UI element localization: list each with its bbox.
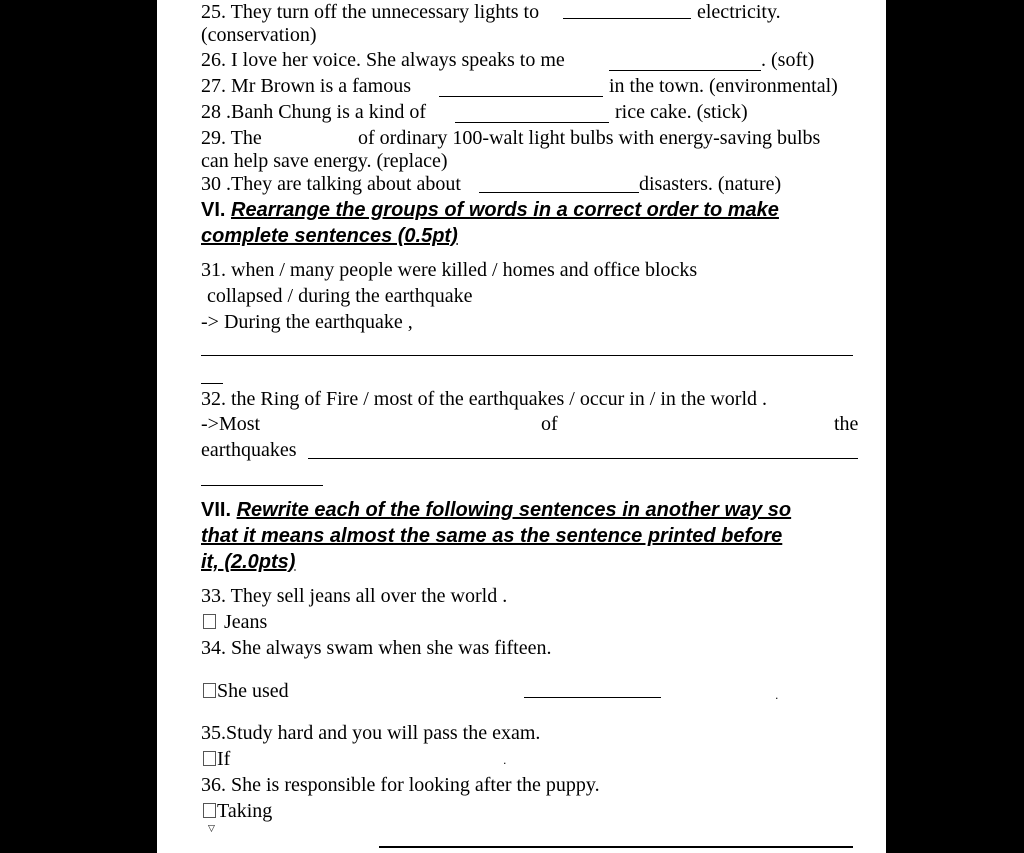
q25-blank[interactable] <box>563 18 691 19</box>
q25-text: 25. They turn off the unnecessary lights to <box>201 1 540 23</box>
q35-dot-mark: . <box>503 754 507 767</box>
q35-text: 35.Study hard and you will pass the exam. <box>201 722 541 744</box>
q32-answer-line-tail[interactable] <box>201 485 323 486</box>
q32-word-of: of <box>541 413 558 435</box>
q28-text: 28 .Banh Chung is a kind of <box>201 101 426 123</box>
q32-answer-line[interactable] <box>308 458 858 459</box>
q32-word-the: the <box>834 413 859 435</box>
section-7-heading <box>201 498 791 522</box>
q36-arrow-down-icon: ▽ <box>208 824 215 834</box>
q25-hint: (conservation) <box>201 24 317 46</box>
q34-dot-mark: . <box>775 689 779 702</box>
q33-answer-prompt: Jeans <box>224 611 268 633</box>
q34-text: 34. She always swam when she was fifteen. <box>201 637 552 659</box>
q31-answer-line[interactable] <box>201 355 853 356</box>
q30-text: 30 .They are talking about about <box>201 173 461 195</box>
q28-blank[interactable] <box>455 122 609 123</box>
q32-word-earthquakes: earthquakes <box>201 439 297 461</box>
q33-checkbox-icon <box>203 614 216 629</box>
q35-checkbox-icon <box>203 751 216 766</box>
section-6-number: VI. <box>201 199 226 221</box>
q33-text: 33. They sell jeans all over the world . <box>201 585 508 607</box>
q26-blank[interactable] <box>609 70 761 71</box>
q26-after: . (soft) <box>761 49 815 71</box>
q32-word-most: ->Most <box>201 413 261 435</box>
q29-rest: of ordinary 100-walt light bulbs with energy-saving bulbs <box>358 127 821 149</box>
q26-text: 26. I love her voice. She always speaks to me <box>201 49 565 71</box>
q36-checkbox-icon <box>203 803 216 818</box>
q31-answer-line-tail[interactable] <box>201 383 223 384</box>
q30-after: disasters. (nature) <box>639 173 782 195</box>
q27-after: in the town. (environmental) <box>609 75 838 97</box>
section-6-title-line2: complete sentences (0.5pt) <box>201 225 458 247</box>
q29-line2: can help save energy. (replace) <box>201 150 448 172</box>
section-7-title-line3: it, (2.0pts) <box>201 551 296 573</box>
q36-text: 36. She is responsible for looking after the puppy. <box>201 774 600 796</box>
section-7-heading-line3 <box>201 550 295 574</box>
q29-text: 29. The <box>201 127 262 149</box>
section-7-title-line1: Rewrite each of the following sentences in another way so <box>236 499 792 521</box>
section-7-title-line2: that it means almost the same as the sentence printed before <box>201 525 783 547</box>
section-7-number: VII. <box>201 499 232 521</box>
q31-answer-prompt: -> During the earthquake , <box>201 311 413 333</box>
q32-line1: 32. the Ring of Fire / most of the earthquakes / occur in / in the world . <box>201 388 767 410</box>
q34-answer-prompt: She used <box>217 680 289 702</box>
q35-answer-prompt: If <box>217 748 231 770</box>
section-6-title-line1: Rearrange the groups of words in a correct order to make <box>231 199 779 221</box>
q31-line2: collapsed / during the earthquake <box>207 285 473 307</box>
q36-answer-prompt: Taking <box>217 800 273 822</box>
section-6-heading-line2 <box>201 224 458 248</box>
q36-answer-line[interactable] <box>379 846 853 848</box>
q27-blank[interactable] <box>439 96 603 97</box>
q28-after: rice cake. (stick) <box>615 101 748 123</box>
q30-blank[interactable] <box>479 192 639 193</box>
q27-text: 27. Mr Brown is a famous <box>201 75 411 97</box>
section-7-heading-line2 <box>201 524 782 548</box>
q34-answer-line[interactable] <box>524 697 661 698</box>
q25-after: electricity. <box>697 1 781 23</box>
section-6-heading <box>201 198 779 222</box>
q31-line1: 31. when / many people were killed / homes and office blocks <box>201 259 698 281</box>
q34-checkbox-icon <box>203 683 216 698</box>
worksheet-page <box>157 0 886 853</box>
